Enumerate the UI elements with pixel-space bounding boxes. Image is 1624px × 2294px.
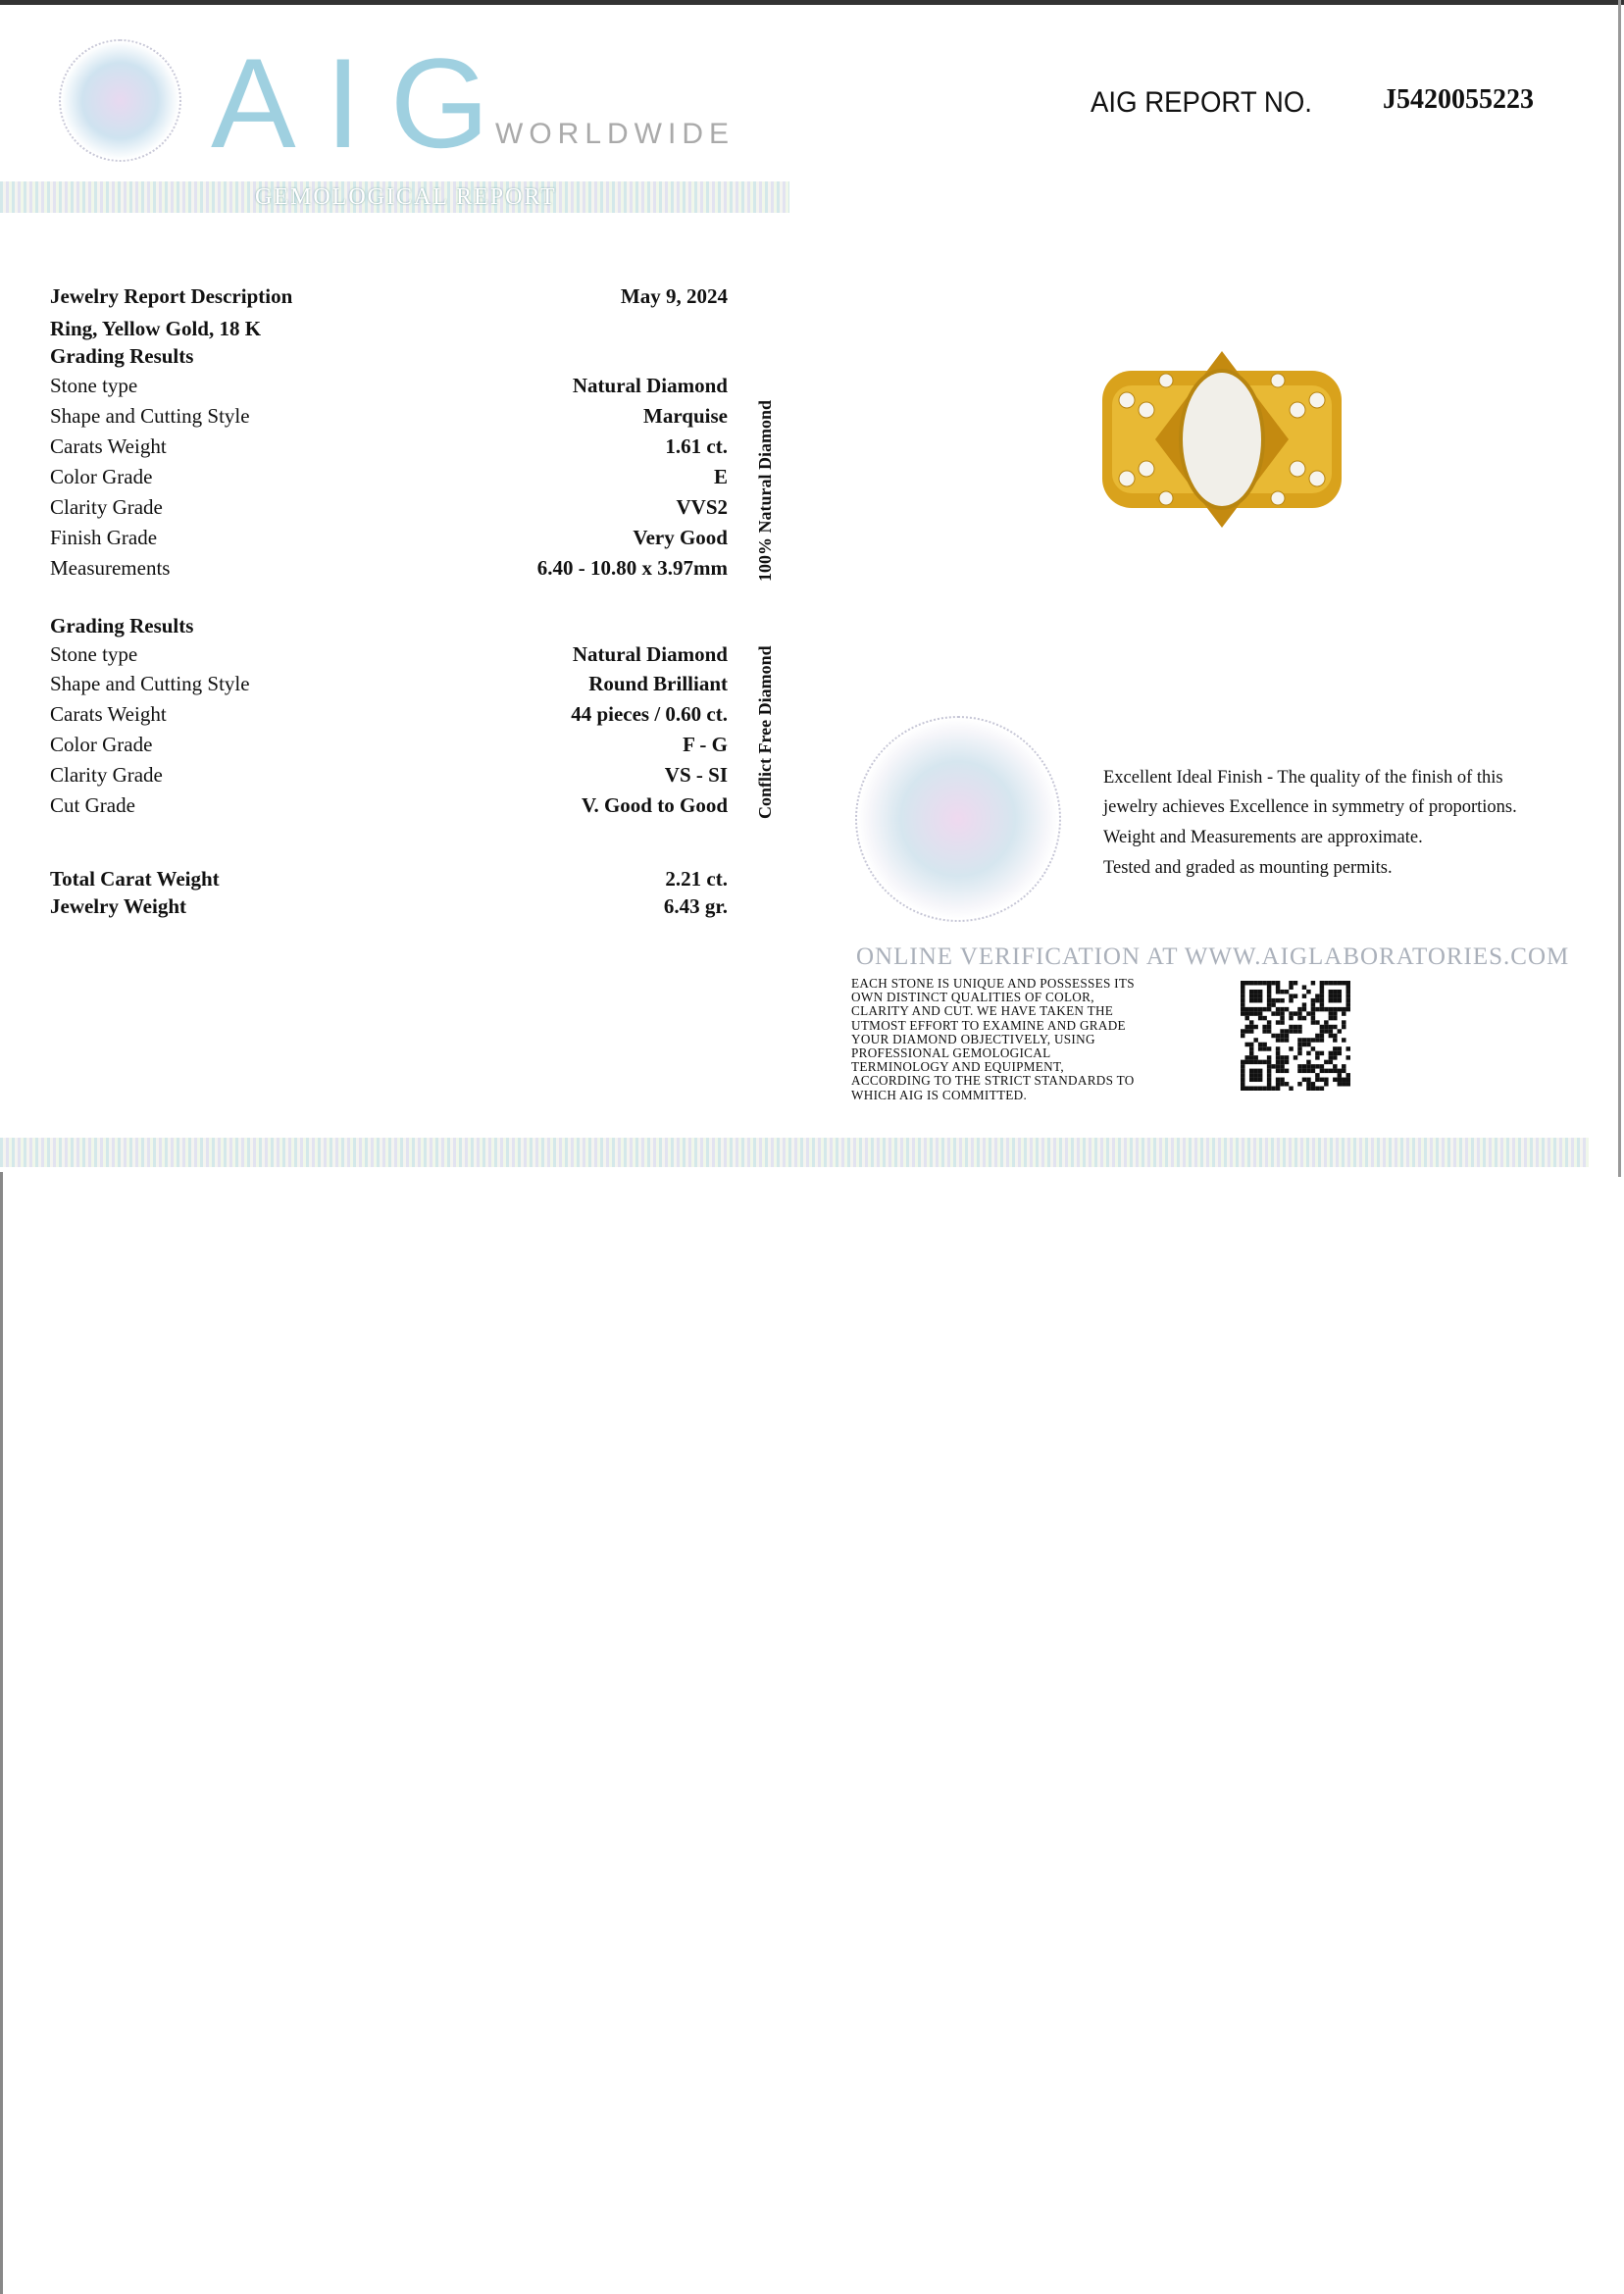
scan-edge — [0, 1172, 3, 2294]
row-label: Carats Weight — [50, 434, 167, 458]
row-value: V. Good to Good — [582, 793, 728, 817]
row-value: 1.61 ct. — [665, 434, 728, 458]
row-value: 2.21 ct. — [665, 867, 728, 891]
row-value: Round Brilliant — [588, 672, 728, 695]
grading-row — [50, 793, 728, 818]
row-value: 44 pieces / 0.60 ct. — [571, 702, 728, 726]
grading-row — [50, 672, 728, 696]
note-line: Tested and graded as mounting permits. — [1103, 858, 1393, 878]
report-number: J5420055223 — [1383, 84, 1534, 115]
row-label: Carats Weight — [50, 702, 167, 726]
report-date: May 9, 2024 — [620, 284, 728, 308]
grading-row — [50, 733, 728, 757]
row-value: Marquise — [643, 404, 728, 428]
grading-row — [50, 763, 728, 788]
row-label: Jewelry Weight — [50, 894, 187, 918]
jewelry-weight-row — [50, 894, 728, 919]
grading-row — [50, 374, 728, 398]
report-title-row — [50, 284, 728, 309]
item-text: Ring, Yellow Gold, 18 K — [50, 317, 262, 340]
row-value: F - G — [683, 733, 728, 756]
row-label: Finish Grade — [50, 526, 158, 549]
item-description — [50, 317, 728, 341]
grading-heading — [50, 344, 728, 369]
row-label: Color Grade — [50, 733, 153, 756]
aig-logo: AIG — [211, 31, 519, 175]
row-value: VVS2 — [676, 495, 728, 519]
row-value: Very Good — [633, 526, 728, 549]
natural-diamond-vertical: 100% Natural Diamond — [755, 399, 775, 582]
row-value: E — [713, 465, 728, 488]
ring-photo — [1097, 351, 1346, 528]
grading-row — [50, 702, 728, 727]
grading-row — [50, 465, 728, 489]
gemological-report-banner — [0, 181, 789, 213]
row-label: Measurements — [50, 556, 171, 580]
row-label: Shape and Cutting Style — [50, 404, 250, 428]
total-carat-row — [50, 867, 728, 892]
heading-text: Grading Results — [50, 614, 194, 637]
grading-row — [50, 526, 728, 550]
banner-text: GEMOLOGICAL REPORT — [255, 184, 557, 210]
note-line: Weight and Measurements are approximate. — [1103, 828, 1423, 847]
grading-heading-side — [50, 614, 728, 638]
heading-text: Grading Results — [50, 344, 194, 368]
scan-edge — [1618, 0, 1621, 1177]
grading-row — [50, 642, 728, 667]
disclaimer-text: EACH STONE IS UNIQUE AND POSSESSES ITS OWN DISTINCT QUALITIES OF COLOR, CLARITY AND CUT. WE HAVE TAKEN THE UTMOST EFFORT TO EXAMINE AND GRADE YOUR DIAMOND OBJECTIVELY, USING PROFESSIONAL GEMOLOGICAL TERMINOLOGY AND EQUIPMENT, ACCORDING TO THE STRICT STANDARDS TO WHICH AIG IS COMMITTED. — [851, 976, 1135, 1102]
grading-row — [50, 434, 728, 459]
row-label: Clarity Grade — [50, 763, 163, 787]
row-value: Natural Diamond — [572, 374, 728, 397]
grading-row — [50, 495, 728, 520]
row-value: VS - SI — [664, 763, 728, 787]
report-no-label: AIG REPORT NO. — [1091, 86, 1312, 119]
conflict-free-vertical: Conflict Free Diamond — [755, 645, 775, 819]
row-label: Total Carat Weight — [50, 867, 220, 891]
row-value: 6.43 gr. — [663, 894, 728, 918]
igl-antwerp-seal — [855, 716, 1061, 922]
qr-code[interactable] — [1241, 981, 1350, 1091]
bottom-holographic-strip — [0, 1138, 1589, 1167]
row-value: 6.40 - 10.80 x 3.97mm — [536, 556, 728, 580]
row-label: Cut Grade — [50, 793, 135, 817]
top-border — [0, 0, 1624, 5]
row-value: Natural Diamond — [572, 642, 728, 666]
note-line: jewelry achieves Excellence in symmetry of proportions. — [1103, 797, 1517, 817]
row-label: Color Grade — [50, 465, 153, 488]
grading-row — [50, 404, 728, 429]
worldwide-text: WORLDWIDE — [495, 118, 735, 150]
row-label: Stone type — [50, 642, 138, 666]
grading-row — [50, 556, 728, 581]
report-title: Jewelry Report Description — [50, 284, 293, 308]
row-label: Stone type — [50, 374, 138, 397]
row-label: Shape and Cutting Style — [50, 672, 250, 695]
note-line: Excellent Ideal Finish - The quality of the finish of this — [1103, 768, 1503, 788]
row-label: Clarity Grade — [50, 495, 163, 519]
aig-seal-logo — [59, 39, 181, 162]
online-verification-url[interactable]: ONLINE VERIFICATION AT WWW.AIGLABORATORIES.COM — [856, 943, 1570, 970]
